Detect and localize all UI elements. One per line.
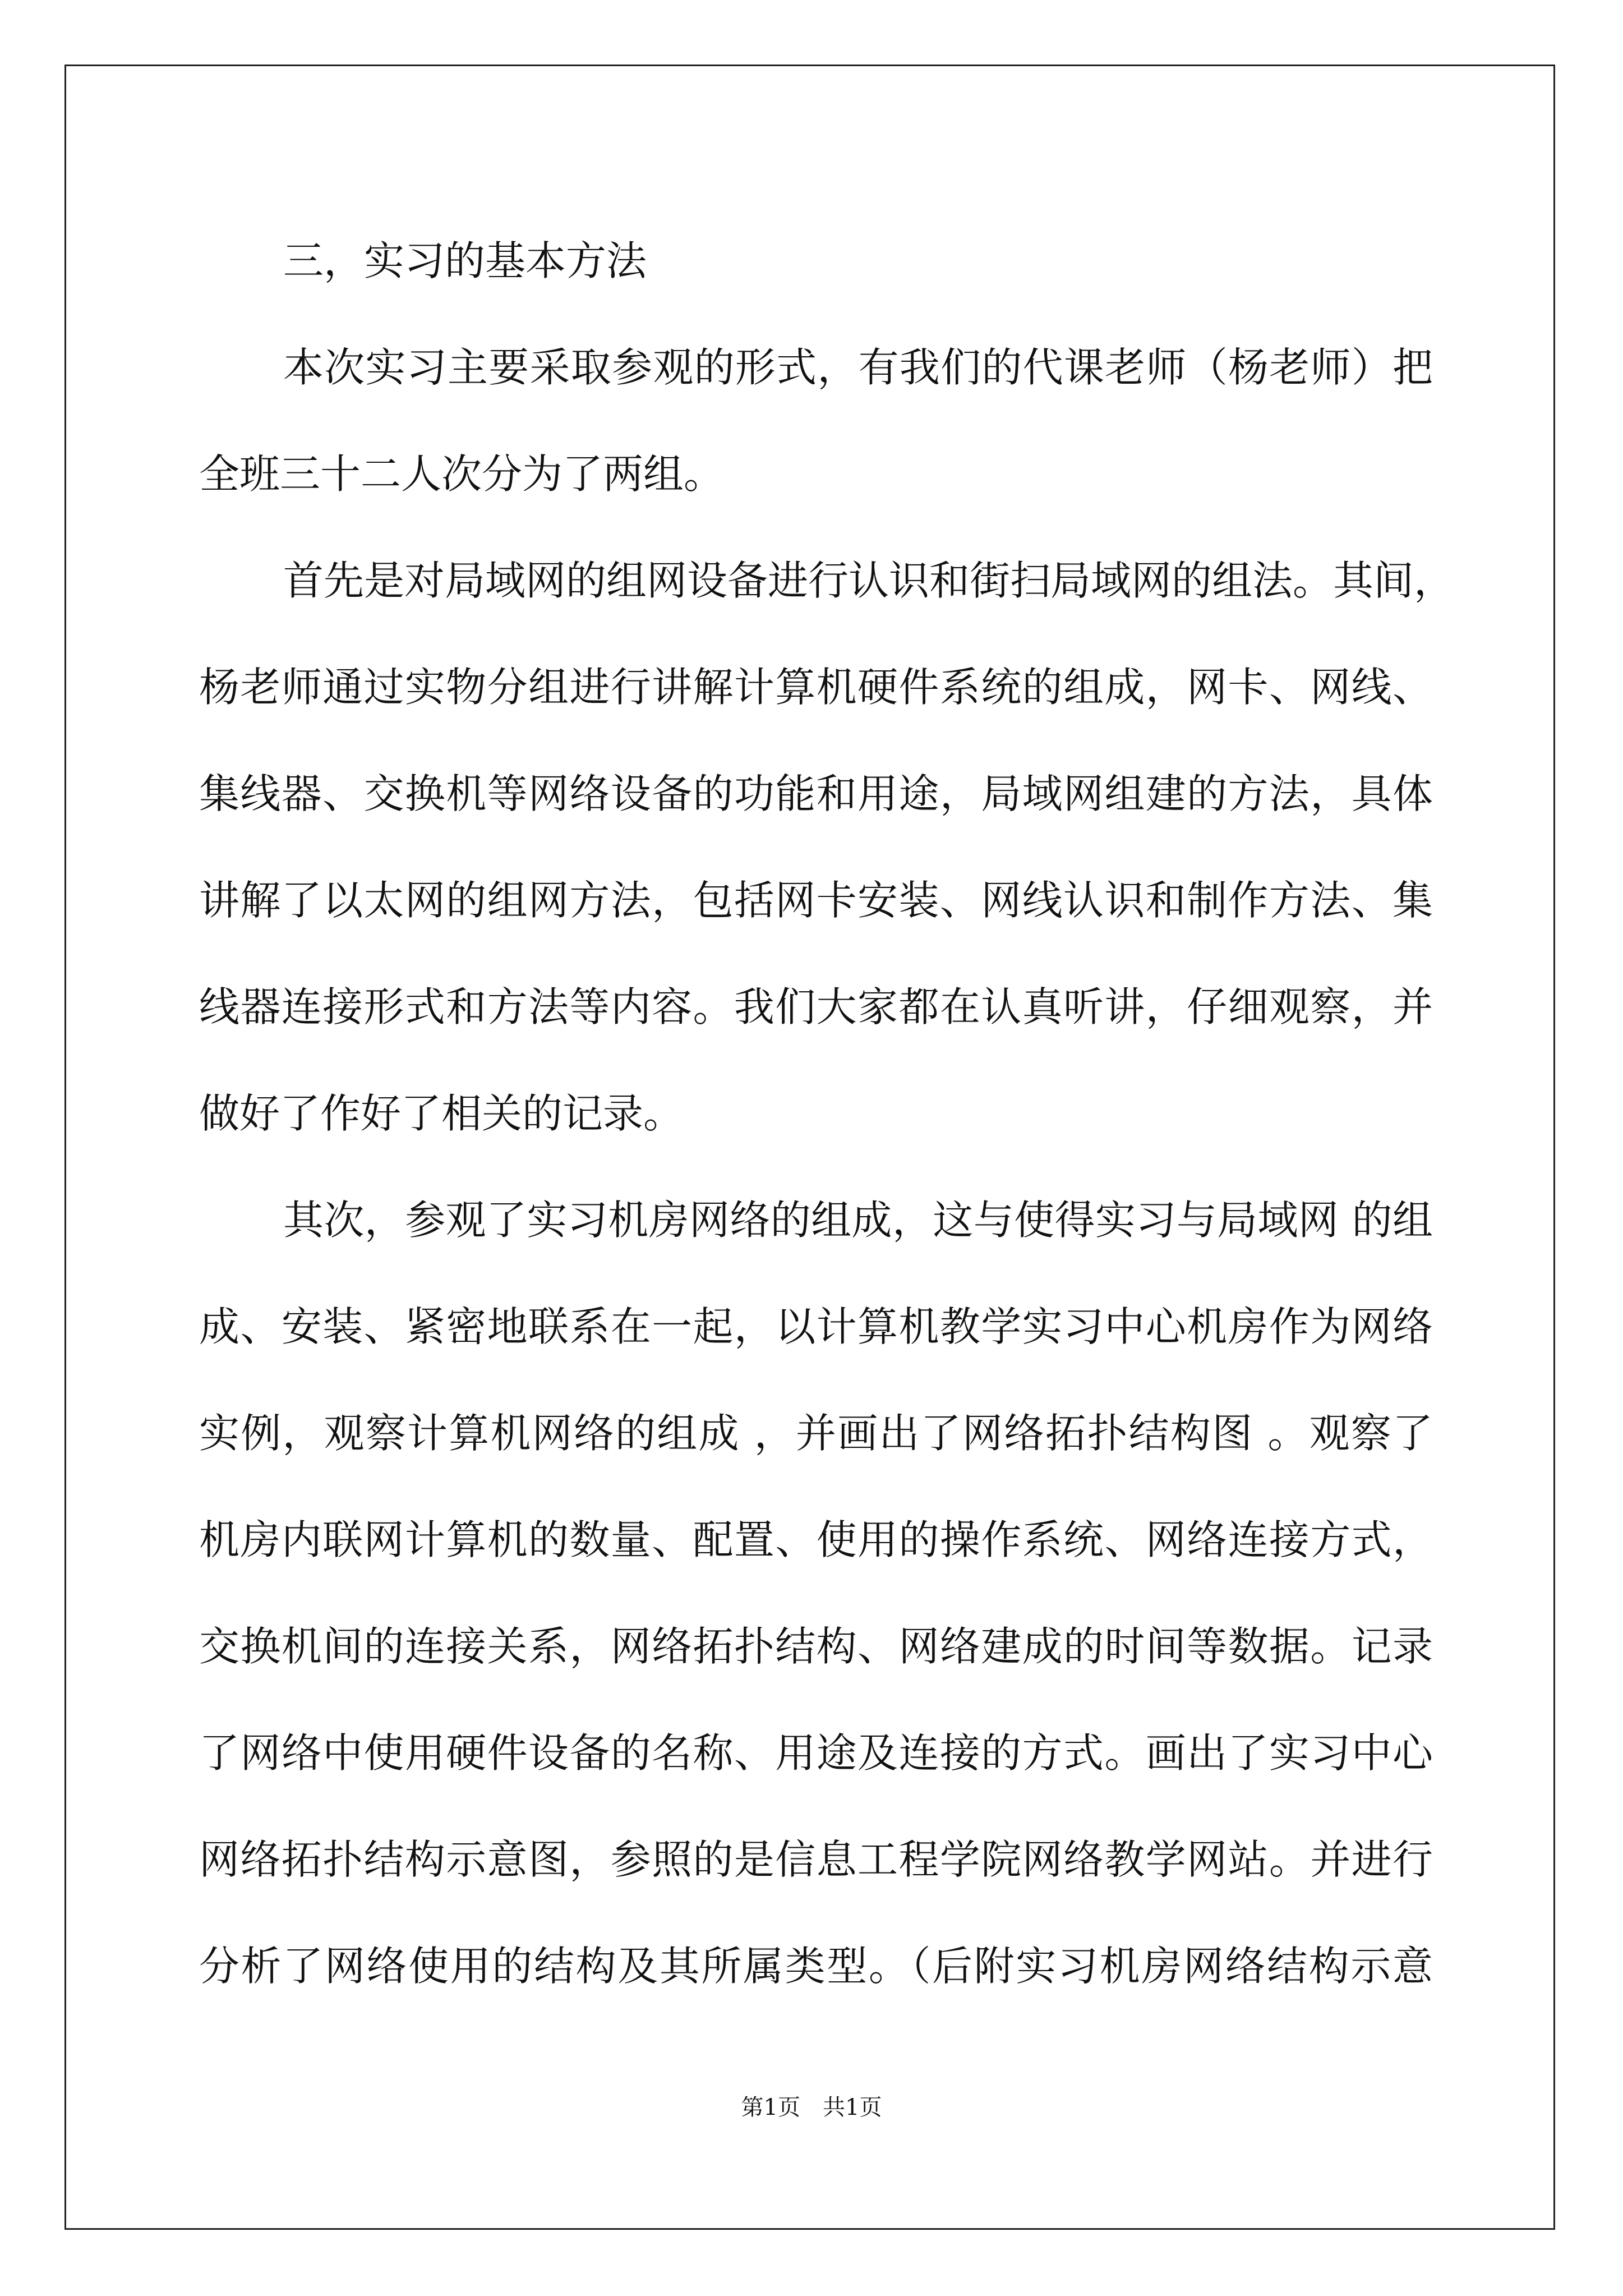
section-heading: 三，实习的基本方法 [283, 237, 647, 284]
paragraph-line: 全班三十二人次分为了两组。 [199, 450, 725, 498]
paragraph-line: 线器连接形式和方法等内容。我们大家都在认真听讲，仔细观察，并 [199, 983, 1433, 1030]
paragraph-line: 分析了网络使用的结构及其所属类型。（后附实习机房网络结构示意 [199, 1943, 1433, 1990]
paragraph-line: 做好了作好了相关的记录。 [199, 1090, 684, 1137]
paragraph-line: 杨老师通过实物分组进行讲解计算机硬件系统的组成，网卡、网线、 [199, 664, 1433, 711]
paragraph-line: 成、安装、紧密地联系在一起，以计算机教学实习中心机房作为网络 [199, 1303, 1433, 1350]
page-footer [0, 2090, 1623, 2122]
paragraph-line: 网络拓扑结构示意图，参照的是信息工程学院网络教学网站。并进行 [199, 1836, 1433, 1883]
page-number-current: 第1页 [741, 2095, 800, 2120]
paragraph-line: 本次实习主要采取参观的形式，有我们的代课老师（杨老师）把 [283, 344, 1433, 391]
paragraph-line: 交换机间的连接关系，网络拓扑结构、网络建成的时间等数据。记录 [199, 1623, 1433, 1670]
paragraph-line: 实例，观察计算机网络的组成 ，并画出了网络拓扑结构图 。观察了 [199, 1410, 1433, 1457]
paragraph-line: 了网络中使用硬件设备的名称、用途及连接的方式。画出了实习中心 [199, 1729, 1433, 1777]
paragraph-line: 机房内联网计算机的数量、配置、使用的操作系统、网络连接方式， [199, 1516, 1433, 1563]
paragraph-line: 讲解了以太网的组网方法，包括网卡安装、网线认识和制作方法、集 [199, 877, 1433, 924]
page-number-total: 共1页 [823, 2095, 882, 2120]
paragraph-line: 其次，参观了实习机房网络的组成，这与使得实习与局域网 的组 [283, 1197, 1433, 1244]
paragraph-line: 首先是对局域网的组网设备进行认识和街扫局域网的组法。其间， [283, 557, 1455, 604]
document-body [199, 208, 1455, 2019]
paragraph-line: 集线器、交换机等网络设备的功能和用途，局域网组建的方法，具体 [199, 770, 1433, 817]
